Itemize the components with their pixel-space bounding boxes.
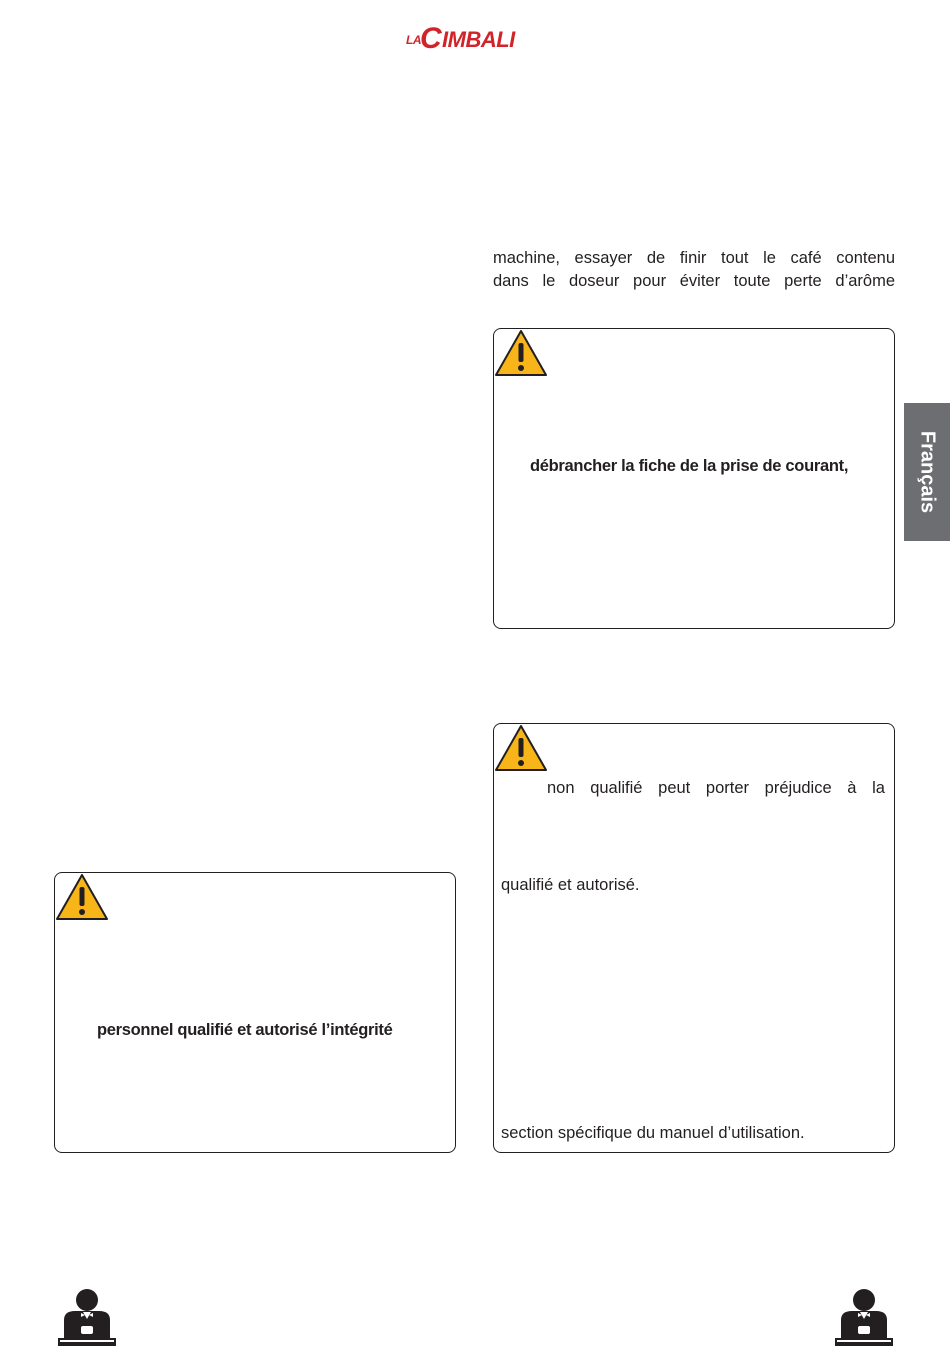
warning-box-qualified [493, 723, 895, 1153]
warning-triangle-icon [494, 329, 548, 377]
warning-box-qualified-line-1: non qualifié peut porter préjudice à la [547, 779, 885, 797]
barista-icon [833, 1286, 895, 1346]
barista-icon [56, 1286, 118, 1346]
warning-triangle-icon [494, 724, 548, 772]
brand-logo [406, 22, 546, 54]
warning-box-qualified-line-2: qualifié et autorisé. [501, 876, 640, 894]
logo-rest: IMBALI [442, 27, 515, 52]
intro-paragraph [493, 247, 895, 293]
language-tab-label: Français [916, 430, 939, 514]
warning-box-qualified-line-3: section spécifique du manuel d’utilisation. [501, 1124, 805, 1142]
warning-box-unplug [493, 328, 895, 629]
warning-box-unplug-text: débrancher la fiche de la prise de courant, [530, 457, 849, 475]
logo-c: C [420, 22, 442, 55]
intro-line-1: machine, essayer de finir tout le café contenu [493, 249, 895, 267]
warning-triangle-icon [55, 873, 109, 921]
warning-box-integrity [54, 872, 456, 1153]
warning-box-integrity-text: personnel qualifié et autorisé l’intégrité [97, 1021, 393, 1039]
logo-la: LA [406, 33, 421, 47]
language-tab[interactable] [904, 403, 950, 541]
intro-line-2: dans le doseur pour éviter toute perte d’arôme [493, 272, 895, 290]
